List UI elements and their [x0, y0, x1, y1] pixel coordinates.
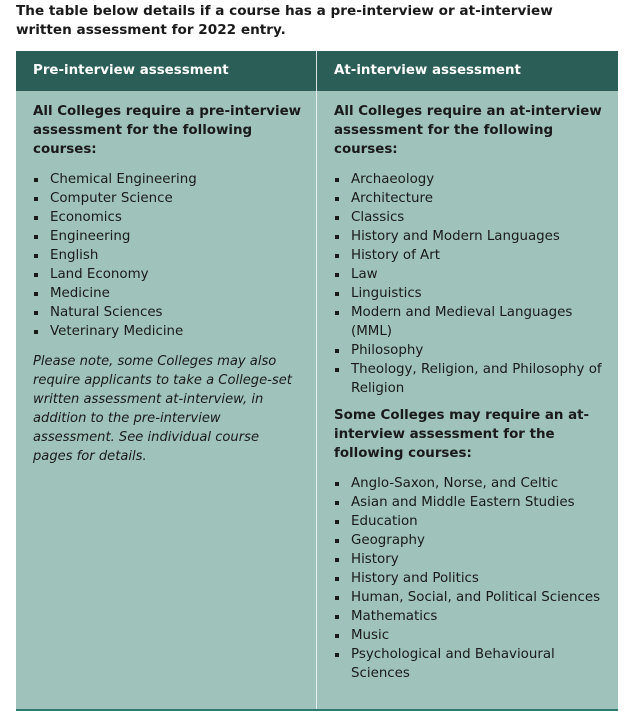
list-item: English — [33, 246, 302, 265]
intro-text: The table below details if a course has a pre-interview or at-interview written assessment for 2022 entry. — [16, 3, 553, 38]
list-item: Psychological and Behavioural Sciences — [334, 645, 608, 683]
list-item: Music — [334, 626, 608, 645]
at-interview-some-colleges-lead: Some Colleges may require an at-interview assessment for the following courses: — [334, 408, 590, 461]
list-item: Geography — [334, 531, 608, 550]
header-pre-interview: Pre-interview assessment — [16, 51, 317, 91]
table-body-row — [16, 91, 618, 709]
list-item: History of Art — [334, 246, 608, 265]
list-item: Economics — [33, 208, 302, 227]
list-item: History and Politics — [334, 569, 608, 588]
table-header-row — [16, 51, 618, 91]
at-interview-lead: All Colleges require an at-interview assessment for the following courses: — [334, 104, 602, 157]
list-item: Architecture — [334, 189, 608, 208]
list-item: Philosophy — [334, 341, 608, 360]
list-item: Education — [334, 512, 608, 531]
header-at-interview: At-interview assessment — [334, 63, 521, 78]
list-item: Linguistics — [334, 284, 608, 303]
list-item: Veterinary Medicine — [33, 322, 302, 341]
at-interview-column — [317, 91, 618, 709]
list-item: Classics — [334, 208, 608, 227]
list-item: History — [334, 550, 608, 569]
list-item: Natural Sciences — [33, 303, 302, 322]
list-item: Land Economy — [33, 265, 302, 284]
at-interview-course-list — [334, 170, 608, 398]
list-item: Computer Science — [33, 189, 302, 208]
pre-interview-lead: All Colleges require a pre-interview assessment for the following courses: — [33, 104, 302, 157]
list-item: Anglo-Saxon, Norse, and Celtic — [334, 474, 608, 493]
list-item: Theology, Religion, and Philosophy of Religion — [334, 360, 608, 398]
list-item: Asian and Middle Eastern Studies — [334, 493, 608, 512]
list-item: Modern and Medieval Languages (MML) — [334, 303, 608, 341]
list-item: Chemical Engineering — [33, 170, 302, 189]
pre-interview-course-list — [33, 170, 302, 341]
list-item: Archaeology — [334, 170, 608, 189]
pre-interview-column — [16, 91, 317, 709]
list-item: Human, Social, and Political Sciences — [334, 588, 608, 607]
list-item: Mathematics — [334, 607, 608, 626]
list-item: Engineering — [33, 227, 302, 246]
list-item: Medicine — [33, 284, 302, 303]
list-item: History and Modern Languages — [334, 227, 608, 246]
list-item: Law — [334, 265, 608, 284]
assessment-table — [16, 51, 618, 711]
pre-interview-note: Please note, some Colleges may also require applicants to take a College-set written assessment at-interview, in addition to the pre-interview assessment. See individual course pages for details. — [33, 354, 292, 464]
at-interview-some-colleges-list — [334, 474, 608, 683]
